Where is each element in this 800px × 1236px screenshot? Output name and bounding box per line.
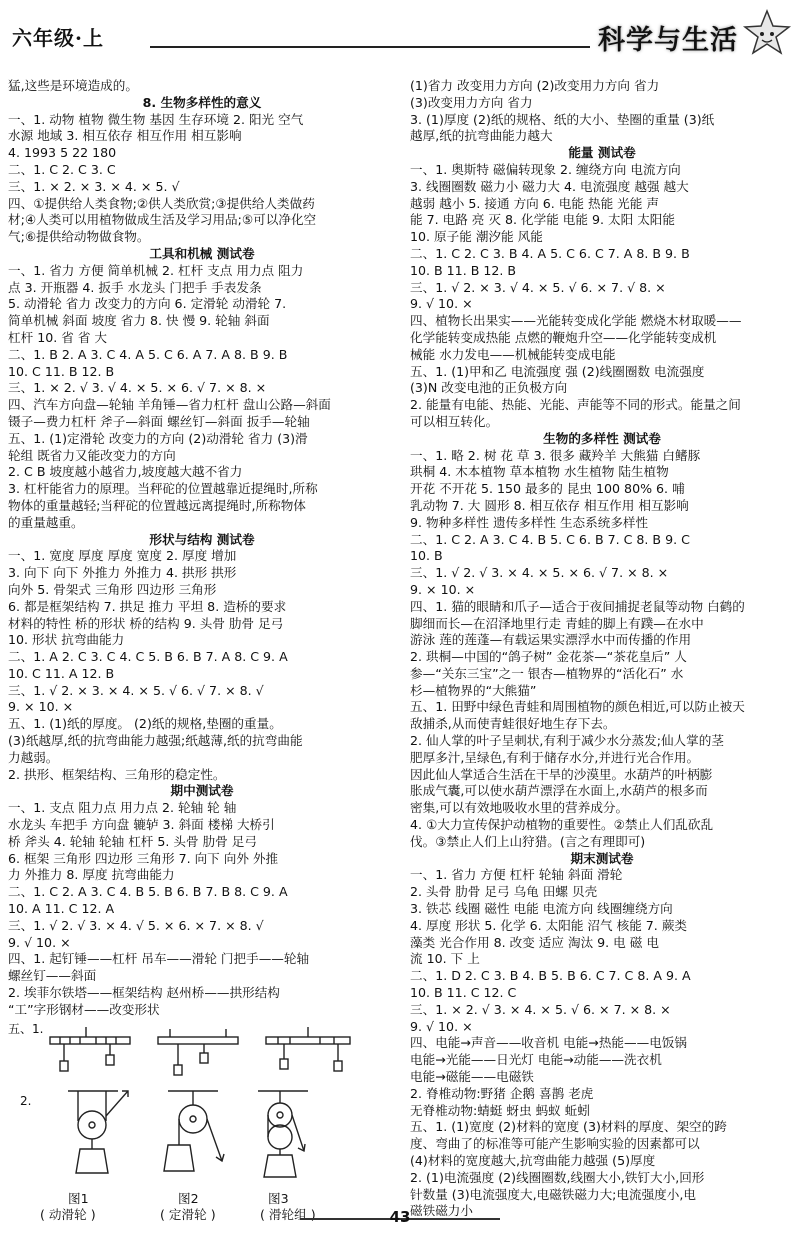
answer-line: 2. 埃菲尔铁塔——框架结构 赵州桥——拱形结构 <box>8 985 280 1001</box>
answer-line: (4)材料的宽度越大,抗弯曲能力越强 (5)厚度 <box>410 1153 656 1168</box>
answer-line: 无脊椎动物:蜻蜓 蚜虫 蚂蚁 蚯蚓 <box>410 1102 590 1118</box>
answer-line: 电能→光能——日光灯 电能→动能——洗衣机 <box>410 1052 662 1068</box>
answer-line: 3. (1)厚度 (2)纸的规格、纸的大小、垫圈的重量 (3)纸 <box>410 111 715 127</box>
answer-line: 一、1. 省力 方便 简单机械 2. 杠杆 支点 用力点 阻力 <box>8 262 304 278</box>
answer-line: 2. 拱形、框架结构、三角形的稳定性。 <box>8 766 226 782</box>
answer-line: 四、汽车方向盘—轮轴 羊角锤—省力杠杆 盘山公路—斜面 <box>8 397 331 413</box>
answer-line: 游泳 莲的莲蓬—有载运果实漂浮水中而传播的作用 <box>410 632 692 648</box>
answer-line: 点 3. 开瓶器 4. 扳手 水龙头 门把手 手表发条 <box>8 279 262 295</box>
star-mascot-icon <box>742 8 792 58</box>
answer-line: 力越弱。 <box>8 749 59 765</box>
answer-line: 一、1. 省力 方便 杠杆 轮轴 斜面 滑轮 <box>410 867 623 883</box>
answer-line: 10. B 11. C 12. C <box>410 985 517 1001</box>
answer-line: 9. × 10. × <box>8 699 74 715</box>
answer-line: 3. 杠杆能省力的原理。当秤砣的位置越靠近提绳时,所称 <box>8 481 318 497</box>
grade-label: 六年级·上 <box>12 26 104 50</box>
answer-line: 三、1. √ 2. × 3. √ 4. × 5. √ 6. × 7. √ 8. × <box>410 279 666 295</box>
answer-line: 2. 珙桐—中国的“鸽子树” 金花茶—“茶花皇后” 人 <box>410 649 687 665</box>
answer-line: 开花 不开花 5. 150 最多的 昆虫 100 80% 6. 哺 <box>410 481 685 497</box>
answer-line: 五、1. (1)宽度 (2)材料的宽度 (3)材料的厚度、架空的跨 <box>410 1119 727 1135</box>
answer-line: 2. 能量有电能、热能、光能、声能等不同的形式。能量之间 <box>410 397 741 413</box>
answer-line: 一、1. 宽度 厚度 厚度 宽度 2. 厚度 增加 <box>8 548 237 564</box>
section-title: 形状与结构 测试卷 <box>149 531 255 547</box>
answer-line: 参—“关东三宝”之一 银杏—植物界的“活化石” 水 <box>410 665 684 681</box>
page-header <box>0 0 800 70</box>
answer-line: “工”字形钢材——改变形状 <box>8 1001 160 1017</box>
answer-line: 流 10. 下 上 <box>410 951 480 967</box>
answer-line: 5. 动滑轮 省力 改变力的方向 6. 定滑轮 动滑轮 7. <box>8 296 287 312</box>
section-title: 能量 测试卷 <box>568 145 636 161</box>
answer-line: 简单机械 斜面 坡度 省力 8. 快 慢 9. 轮轴 斜面 <box>8 313 270 329</box>
section-title: 期末测试卷 <box>570 850 634 866</box>
figure-answers <box>8 1207 396 1224</box>
answer-line: 脚细而长—在沼泽地里行走 青蛙的脚上有蹼—在水中 <box>410 615 704 631</box>
answer-line: 杉—植物界的“大熊猫” <box>410 682 537 698</box>
answer-line: 二、1. C 2. A 3. C 4. B 5. C 6. B 7. C 8. B 9. C <box>410 531 690 547</box>
answer-line: (3)N 改变电池的正负极方向 <box>410 380 568 396</box>
brand-title: 科学与生活 <box>598 25 738 56</box>
answer-line: 9. × 10. × <box>410 581 476 597</box>
answer-line: 三、1. × 2. √ 3. × 4. × 5. √ 6. × 7. × 8. × <box>410 1001 671 1017</box>
answer-line: 2. 脊椎动物:野猪 企鹅 喜鹊 老虎 <box>410 1085 594 1101</box>
answer-line: 10. C 11. A 12. B <box>8 665 115 681</box>
figure-answer: ( 定滑轮 ) <box>160 1207 216 1223</box>
answer-line: 电能→磁能——电磁铁 <box>410 1069 534 1085</box>
answer-line: 6. 都是框架结构 7. 拱足 推力 平坦 8. 造桥的要求 <box>8 598 287 614</box>
answer-line: 敌捕杀,从而使青蛙很好地生存下去。 <box>410 716 616 732</box>
answer-line: 4. ①大力宣传保护动植物的重要性。②禁止人们乱砍乱 <box>410 817 714 833</box>
answer-line: 3. 线圈圈数 磁力小 磁力大 4. 电流强度 越强 越大 <box>410 178 689 194</box>
answer-line: 10. B 11. B 12. B <box>410 262 517 278</box>
section-title: 生物的多样性 测试卷 <box>543 430 661 446</box>
answer-line: 的重量越重。 <box>8 514 84 530</box>
answer-line: 乳动物 7. 大 圆形 8. 相互依存 相互作用 相互影响 <box>410 497 689 513</box>
answer-line: 2. C B 坡度越小越省力,坡度越大越不省力 <box>8 464 243 480</box>
answer-line: 珙桐 4. 木本植物 草本植物 水生植物 陆生植物 <box>410 464 669 480</box>
answer-line: 五、1. (1)甲和乙 电流强度 强 (2)线圈圈数 电流强度 <box>410 363 705 379</box>
answer-line: 越弱 越小 5. 接通 方向 6. 电能 热能 光能 声 <box>410 195 659 211</box>
figure-caption: 图1 <box>68 1190 89 1206</box>
answer-line: 2. 仙人掌的叶子呈刺状,有利于减少水分蒸发;仙人掌的茎 <box>410 733 724 749</box>
answer-line: 二、1. D 2. C 3. B 4. B 5. B 6. C 7. C 8. A 9. A <box>410 968 691 984</box>
answer-line: 伐。③禁止人们上山狩猎。(言之有理即可) <box>410 833 646 849</box>
answer-line: 一、1. 支点 阻力点 用力点 2. 轮轴 轮 轴 <box>8 800 237 816</box>
answer-line: 气;⑥提供给动物做食物。 <box>8 229 150 245</box>
answer-line: 二、1. C 2. C 3. B 4. A 5. C 6. C 7. A 8. B 9. B <box>410 245 690 261</box>
answer-line: (3)纸越厚,纸的抗弯曲能力越强;纸越薄,纸的抗弯曲能 <box>8 733 303 749</box>
page-number: 43 <box>389 1208 411 1226</box>
answer-line: 2. (1)电流强度 (2)线圈圈数,线圈大小,铁钉大小,回形 <box>410 1169 705 1185</box>
answer-line: 因此仙人掌适合生活在干旱的沙漠里。水葫芦的叶柄膨 <box>410 766 713 782</box>
right-answer-column <box>410 78 794 1220</box>
left-answer-column <box>8 78 396 1224</box>
answer-line: 三、1. × 2. √ 3. √ 4. × 5. × 6. √ 7. × 8. × <box>8 380 267 396</box>
answer-line: 度、弯曲了的标准等可能产生影响实验的因素都可以 <box>410 1136 700 1152</box>
answer-line: 五、1. 田野中绿色青蛙和周围植物的颜色相近,可以防止被天 <box>410 699 745 715</box>
figure-answer: ( 滑轮组 ) <box>260 1207 316 1223</box>
section-title: 期中测试卷 <box>170 783 234 799</box>
header-rule <box>150 46 590 48</box>
answer-line: 10. B <box>410 548 443 564</box>
answer-line: 胀成气囊,可以使水葫芦漂浮在水面上,水葫芦的根多而 <box>410 783 708 799</box>
answer-line: 二、1. B 2. A 3. C 4. A 5. C 6. A 7. A 8. B 9. B <box>8 346 288 362</box>
answer-line: 3. 铁芯 线圈 磁性 电能 电流方向 线圈缠绕方向 <box>410 901 673 917</box>
section-title: 工具和机械 测试卷 <box>149 245 255 261</box>
answer-line: 四、①提供给人类食物;②供人类欣赏;③提供给人类做药 <box>8 195 315 211</box>
answer-line: 9. 物种多样性 遗传多样性 生态系统多样性 <box>410 514 649 530</box>
answer-line: 力 外推力 8. 厚度 抗弯曲能力 <box>8 867 175 883</box>
answer-line: 四、1. 起钉锤——杠杆 吊车——滑轮 门把手——轮轴 <box>8 951 310 967</box>
answer-line: 磁铁磁力小 <box>410 1203 473 1219</box>
answer-line: 9. √ 10. × <box>8 934 71 950</box>
answer-line: 越厚,纸的抗弯曲能力越大 <box>410 128 553 144</box>
figure-caption: 图3 <box>268 1190 289 1206</box>
answer-line: 四、电能→声音——收音机 电能→热能——电饭锅 <box>410 1035 687 1051</box>
answer-line: (1)省力 改变用力方向 (2)改变用力方向 省力 <box>410 78 660 93</box>
answer-line: 10. 形状 抗弯曲能力 <box>8 632 125 648</box>
answer-line: 一、1. 动物 植物 微生物 基因 生存环境 2. 阳光 空气 <box>8 111 304 127</box>
answer-line: 四、1. 猫的眼睛和爪子—适合于夜间捕捉老鼠等动物 白鹤的 <box>410 598 745 614</box>
answer-line: 三、1. √ 2. × 3. × 4. × 5. √ 6. √ 7. × 8. √ <box>8 682 264 698</box>
answer-line: 10. 原子能 潮汐能 风能 <box>410 229 543 245</box>
answer-line: 五、1. (1)纸的厚度。 (2)纸的规格,垫圈的重量。 <box>8 716 282 732</box>
answer-line: 9. √ 10. × <box>410 296 473 312</box>
answer-line: 肥厚多汁,呈绿色,有利于储存水分,并进行光合作用。 <box>410 749 700 765</box>
answer-line: 三、1. × 2. × 3. × 4. × 5. √ <box>8 178 180 194</box>
answer-line: 三、1. √ 2. √ 3. × 4. √ 5. × 6. × 7. × 8. √ <box>8 917 264 933</box>
answer-line: 3. 向下 向下 外推力 外推力 4. 拱形 拱形 <box>8 565 237 581</box>
item-two-label: 2. <box>20 1093 32 1108</box>
answer-line: 6. 框架 三角形 四边形 三角形 7. 向下 向外 外推 <box>8 850 279 866</box>
answer-line: 械能 水力发电——机械能转变成电能 <box>410 346 616 362</box>
answer-line: 三、1. √ 2. √ 3. × 4. × 5. × 6. √ 7. × 8. × <box>410 565 669 581</box>
figure-answer: ( 动滑轮 ) <box>40 1207 96 1223</box>
answer-line: 材料的特性 桥的形状 桥的结构 9. 头骨 肋骨 足弓 <box>8 615 284 631</box>
answer-line: 4. 厚度 形状 5. 化学 6. 太阳能 沼气 核能 7. 蕨类 <box>410 917 688 933</box>
answer-line: 10. A 11. C 12. A <box>8 901 115 917</box>
answer-line: 9. √ 10. × <box>410 1018 473 1034</box>
answer-line: 化学能转变成热能 点燃的鞭炮升空——化学能转变成机 <box>410 329 717 345</box>
answer-line: 猛,这些是环境造成的。 <box>8 78 138 93</box>
answer-line: 材;④人类可以用植物做成生活及学习用品;⑤可以净化空 <box>8 212 317 228</box>
answer-line: 二、1. A 2. C 3. C 4. C 5. B 6. B 7. A 8. C 9. A <box>8 649 288 665</box>
answer-line: 10. C 11. B 12. B <box>8 363 115 379</box>
answer-line: 二、1. C 2. A 3. C 4. B 5. B 6. B 7. B 8. C 9. A <box>8 884 288 900</box>
answer-line: 4. 1993 5 22 180 <box>8 145 117 161</box>
answer-line: 2. 头骨 肋骨 足弓 乌龟 田螺 贝壳 <box>410 884 598 900</box>
figure-captions <box>8 1191 396 1208</box>
answer-line: 四、植物长出果实——光能转变成化学能 燃烧木材取暖—— <box>410 313 742 329</box>
answer-line: (3)改变用力方向 省力 <box>410 94 533 110</box>
answer-line: 五、1. (1)定滑轮 改变力的方向 (2)动滑轮 省力 (3)滑 <box>8 430 308 446</box>
answer-line: 向外 5. 骨架式 三角形 四边形 三角形 <box>8 581 217 597</box>
answer-line: 轮组 既省力又能改变力的方向 <box>8 447 176 463</box>
figure-caption: 图2 <box>178 1190 199 1206</box>
answer-line: 物体的重量越轻;当秤砣的位置越远离提绳时,所称物体 <box>8 497 306 513</box>
answer-line: 藻类 光合作用 8. 改变 适应 淘汰 9. 电 磁 电 <box>410 934 659 950</box>
answer-line: 杠杆 10. 省 省 大 <box>8 329 108 345</box>
answer-line: 桥 斧头 4. 轮轴 轮轴 杠杆 5. 头骨 肋骨 足弓 <box>8 833 257 849</box>
answer-line: 镊子—费力杠杆 斧子—斜面 螺丝钉—斜面 扳手—轮轴 <box>8 413 310 429</box>
answer-line: 二、1. C 2. C 3. C <box>8 161 116 177</box>
answer-line: 能 7. 电路 亮 灭 8. 化学能 电能 9. 太阳 太阳能 <box>410 212 675 228</box>
answer-line: 一、1. 奥斯特 磁偏转现象 2. 缠绕方向 电流方向 <box>410 161 681 177</box>
section-title: 8. 生物多样性的意义 <box>142 94 262 110</box>
answer-line: 螺丝钉——斜面 <box>8 968 97 984</box>
lever-balance-diagram <box>8 1021 396 1189</box>
lever-balance-svg <box>8 1021 396 1189</box>
answer-line: 水源 地域 3. 相互依存 相互作用 相互影响 <box>8 128 242 144</box>
section-five-label: 五、1. <box>8 1021 44 1036</box>
answer-line: 密集,可以有效地吸收水里的营养成分。 <box>410 800 629 816</box>
answer-line: 水龙头 车把手 方向盘 辘轳 3. 斜面 楼梯 大桥引 <box>8 817 275 833</box>
answer-line: 一、1. 略 2. 树 花 草 3. 很多 藏羚羊 大熊猫 白鳍豚 <box>410 447 701 463</box>
answer-line: 可以相互转化。 <box>410 413 499 429</box>
answer-line: 针数量 (3)电流强度大,电磁铁磁力大;电流强度小,电 <box>410 1186 696 1202</box>
